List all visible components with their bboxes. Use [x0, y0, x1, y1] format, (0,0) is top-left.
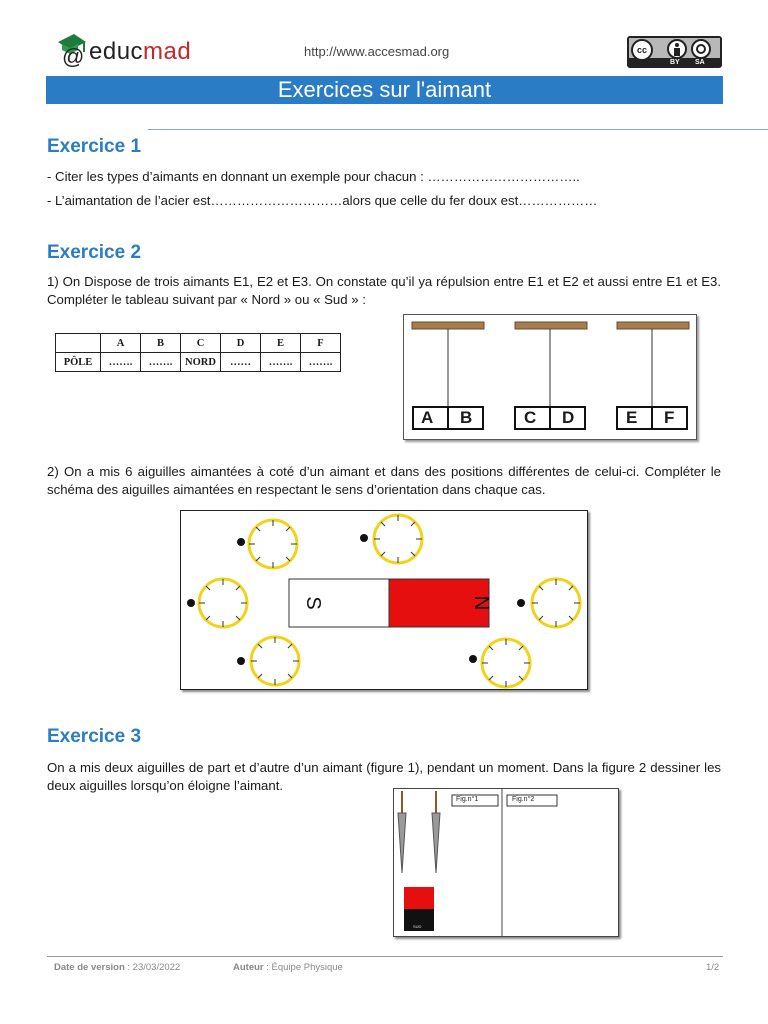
bar-label-n: N [470, 595, 492, 611]
page-title: Exercices sur l'aimant [46, 76, 723, 104]
bar-label-s: S [302, 596, 324, 610]
footer-author-value: : Équipe Physique [263, 962, 343, 973]
compass-4 [517, 579, 580, 627]
table-cell: ……. [101, 353, 141, 372]
table-header-cell: E [261, 334, 301, 353]
compass-2 [360, 515, 422, 563]
table-header-cell: C [181, 334, 221, 353]
table-header-cell: F [301, 334, 341, 353]
cc-license-badge [627, 36, 722, 68]
compass-1 [237, 520, 297, 568]
table-cell: ……. [261, 353, 301, 372]
footer-author-label: Auteur [233, 962, 264, 973]
exercise-2-heading: Exercice 2 [47, 242, 142, 263]
magnet-label-e: E [626, 408, 638, 427]
magnet-label-b: B [460, 408, 473, 427]
poles-table [55, 333, 341, 372]
magnet-label-c: C [524, 408, 537, 427]
exercise-3-heading: Exercice 3 [47, 726, 142, 747]
table-header-cell: B [141, 334, 181, 353]
table-row [56, 353, 341, 372]
logo-text: educmad [89, 38, 192, 65]
compass-3 [187, 579, 247, 627]
table-header-row [56, 334, 341, 353]
cc-icon: cc [631, 39, 653, 61]
sa-label: SA [695, 59, 705, 66]
exercise-3-text: On a mis deux aiguilles de part et d’autre d’un aimant (figure 1), pendant un moment. Dans la figure 2 dessiner les deux aiguilles lorsqu’on éloigne l’aimant. [47, 760, 721, 793]
exercise-1-line-1: - Citer les types d’aimants en donnant un exemple pour chacun : …………………………….. [47, 169, 580, 184]
by-label: BY [670, 59, 680, 66]
fig-2-label: Fig.n°2 [512, 796, 535, 803]
hanging-magnets-diagram [403, 314, 697, 440]
table-header-cell: A [101, 334, 141, 353]
compass-diagram [180, 510, 588, 690]
table-cell: PÔLE [56, 353, 101, 372]
compass-5 [237, 637, 299, 685]
footer-date-value: : 23/03/2022 [124, 962, 181, 973]
magnet-label-a: A [421, 408, 434, 427]
compass-6 [469, 639, 530, 687]
exercise-2-question-2: 2) On a mis 6 aiguilles aimantées à coté d’un aimant et dans des positions différentes de celui-ci. Compléter le schéma des aiguilles aimantées en respectant le sens d’orientation dans chaque cas. [47, 464, 721, 497]
figure-3-diagram [393, 788, 619, 937]
footer-author [233, 962, 343, 973]
exercise-2-question-1: 1) On Dispose de trois aimants E1, E2 et E3. On constate qu’il ya répulsion entre E1 et E2 et aussi entre E1 et E3. Compléter le tableau suivant par « Nord » ou « Sud » : [47, 274, 721, 307]
table-header-cell [56, 334, 101, 353]
divider [148, 129, 768, 130]
table-cell: ……. [301, 353, 341, 372]
exercise-1-line-2: - L’aimantation de l’acier est…………………………alors que celle du fer doux est……………… [47, 193, 598, 208]
magnet-label-f: F [664, 408, 675, 427]
footer-page-number: 1/2 [706, 962, 720, 973]
table-cell: …… [221, 353, 261, 372]
figure-magnet-north [404, 887, 434, 909]
sa-icon [691, 39, 711, 59]
table-header-cell: D [221, 334, 261, 353]
table-cell: NORD [181, 353, 221, 372]
logo-at: @ [62, 44, 85, 69]
footer-date [54, 962, 180, 973]
by-icon [667, 39, 687, 59]
footer-date-label: Date de version [54, 962, 125, 973]
exercise-1-heading: Exercice 1 [47, 136, 142, 157]
logo [52, 30, 212, 72]
site-url[interactable]: http://www.accesmad.org [304, 44, 450, 59]
table-cell: ……. [141, 353, 181, 372]
fig-1-label: Fig.n°1 [456, 796, 479, 803]
sud-label: SUD [413, 924, 422, 929]
footer-divider [47, 956, 723, 957]
magnet-label-d: D [562, 408, 575, 427]
